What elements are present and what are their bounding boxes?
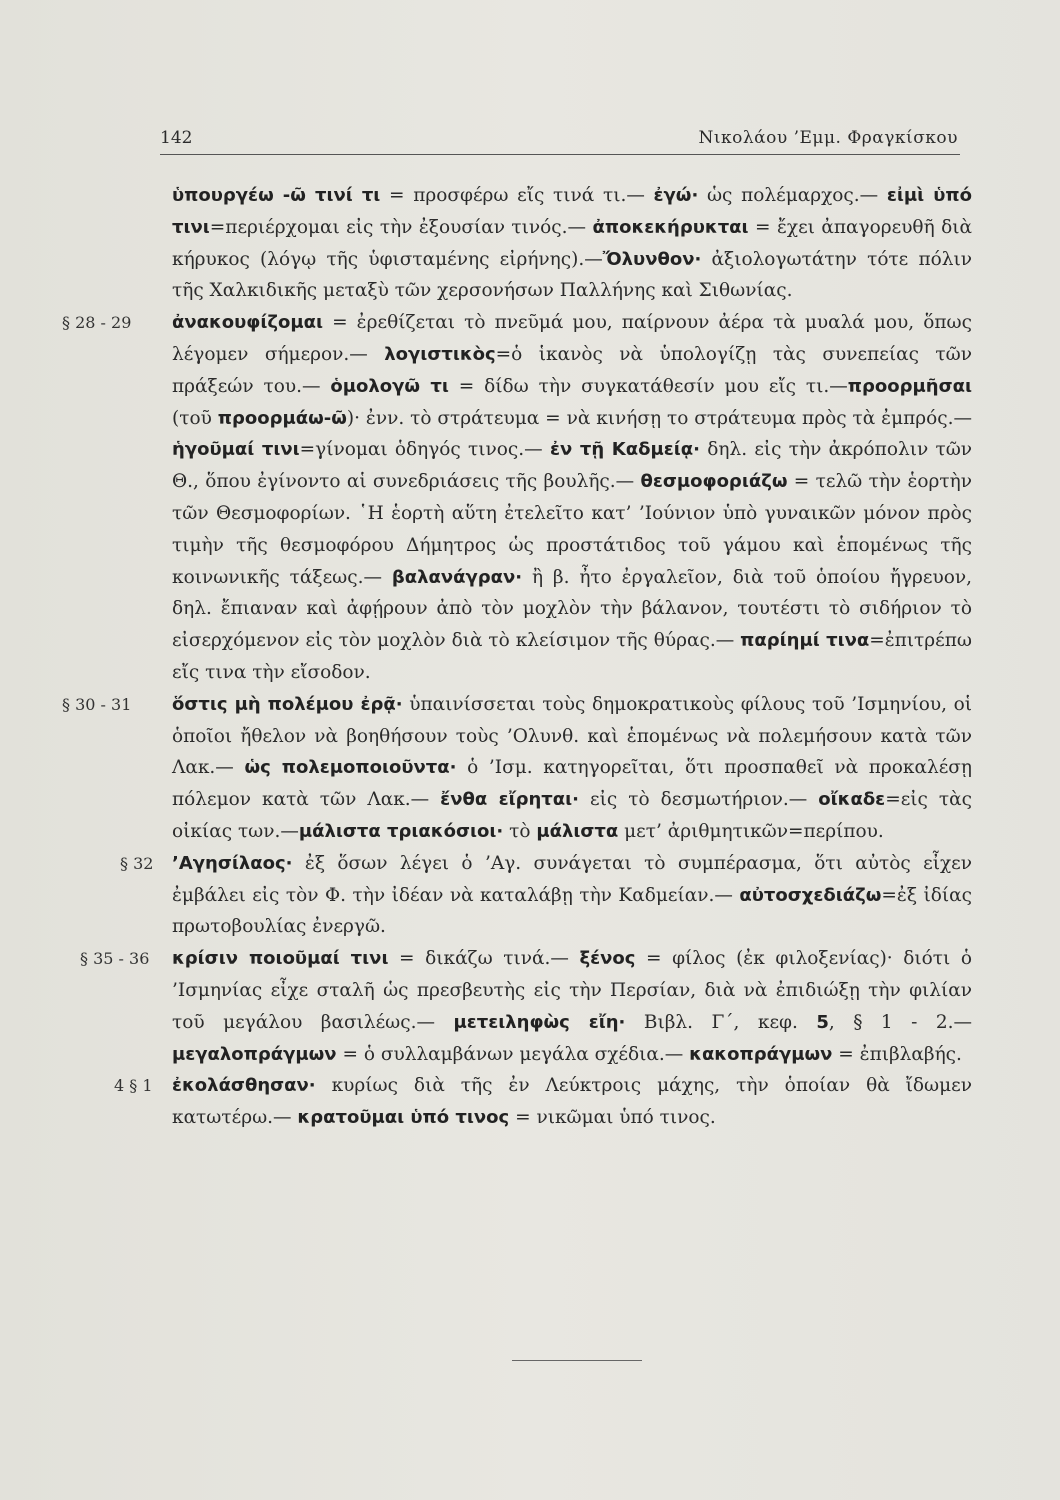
lemma-term: παρίημί τινα — [740, 630, 870, 652]
gloss-text: ἢ β. ἦτο ἐργαλεῖον, διὰ τοῦ ὁποίου ἤγρευον, δηλ. ἔπιαναν καὶ ἀφῄρουν ἀπὸ τὸν μοχλὸν τὴν βάλανον, τουτέστι τὸ σιδήριον τὸ εἰσερχόμενον εἰς τὸν μοχλὸν διὰ τὸ κλείσιμον τῆς θύρας.— — [172, 566, 973, 652]
lemma-term: μάλιστα — [536, 820, 619, 842]
gloss-text: = νικῶμαι ὑπό τινος. — [509, 1107, 716, 1129]
lemma-term: 5 — [816, 1011, 829, 1033]
commentary-paragraph-30-31 — [62, 689, 972, 848]
lemma-term: ἀνακουφίζομαι — [172, 312, 324, 334]
gloss-text: ἐξ ὅσων λέγει ὁ ’Αγ. συνάγεται τὸ συμπέρασμα, ὅτι αὐτὸς εἶχεν ἐμβάλει εἰς τὸν Φ. τὴν ἰδέαν νὰ καταλάβῃ τὴν Καδμείαν.— — [172, 852, 972, 906]
gloss-text: (τοῦ — [172, 407, 218, 429]
commentary-paragraph-35-36 — [80, 943, 972, 1070]
commentary-paragraph-28-29 — [62, 307, 973, 689]
lemma-term: προορμάω-ῶ — [217, 407, 347, 429]
lemma-term: μεγαλοπράγμων — [172, 1043, 337, 1065]
footer-rule — [512, 1360, 642, 1361]
lemma-term: ἔνθα εἴρηται· — [440, 789, 580, 811]
gloss-text: =γίνομαι ὁδηγός τινος.— — [299, 439, 550, 461]
gloss-text: =ἐπιτρέπω εἴς τινα τὴν εἴσοδον. — [172, 630, 972, 683]
gloss-text: ἀξιολογωτάτην τότε πόλιν τῆς Χαλκιδικῆς μεταξὺ τῶν χερσονήσων Παλλήνης καὶ Σιθωνίας. — [172, 248, 972, 302]
lemma-term: ἀποκεκήρυκται — [592, 216, 749, 238]
lemma-term: κρατοῦμαι ὑπό τινος — [297, 1107, 510, 1129]
section-marker: 4 § 1 — [114, 1076, 153, 1096]
gloss-text: = δικάζω τινά.— — [388, 948, 580, 970]
gloss-text: = τελῶ τὴν ἑορτὴν τῶν Θεσμοφορίων. ῾Η ἑορτὴ αὕτη ἐτελεῖτο κατ’ ’Ιούνιον ὑπὸ γυναικῶν μόνον πρὸς τιμὴν τῆς θεσμοφόρου Δήμητρος ὡς προστάτιδος τοῦ γάμου καὶ ἑπομένως τῆς κοινωνικῆς τάξεως.— — [172, 471, 972, 588]
running-title: Νικολάου ’Εμμ. Φραγκίσκου — [698, 128, 958, 148]
lemma-term: ἐγώ· — [653, 185, 699, 206]
lemma-term: Ὄλυνθον· — [602, 248, 702, 270]
section-marker: § 35 - 36 — [80, 949, 150, 969]
commentary-paragraph-4-1 — [114, 1070, 972, 1134]
lemma-term: λογιστικὸς — [384, 343, 496, 365]
lemma-term: μετειληφὼς εἴη· — [453, 1011, 626, 1033]
gloss-text: = φίλος (ἐκ φιλοξενίας)· διότι ὁ ’Ισμηνίας εἶχε σταλῆ ὡς πρεσβευτὴς εἰς τὴν Περσίαν, διὰ νὰ ἐπιδιώξῃ τὴν φιλίαν τοῦ μεγάλου βασιλέως.— — [172, 948, 972, 1033]
gloss-text: )· ἐνν. τὸ στράτευμα = νὰ κινήσῃ το στράτευμα πρὸς τὰ ἐμπρός.— — [346, 407, 973, 429]
lemma-term: ’Αγησίλαος· — [172, 852, 293, 874]
gloss-text: =περιέρχομαι εἰς τὴν ἐξουσίαν τινός.— — [209, 216, 593, 238]
lemma-term: ἐν τῇ Καδμείᾳ· — [549, 439, 700, 461]
section-marker: § 30 - 31 — [62, 694, 132, 714]
lemma-term: οἴκαδε — [818, 789, 886, 811]
lemma-term: κακοπράγμων — [689, 1043, 833, 1065]
gloss-text: Βιβλ. Γ΄, κεφ. — [625, 1011, 817, 1033]
gloss-text: εἰς τὸ δεσμωτήριον.— — [579, 789, 819, 811]
gloss-text: , § 1 - 2.— — [828, 1011, 972, 1033]
page-number: 142 — [160, 128, 193, 148]
section-marker: § 28 - 29 — [62, 313, 132, 333]
gloss-text: τὸ — [503, 820, 537, 842]
gloss-text: = ὁ συλλαμβάνων μεγάλα σχέδια.— — [336, 1043, 690, 1065]
gloss-text: =ὁ ἱκανὸς νὰ ὑπολογίζῃ τὰς συνεπείας τῶν πράξεών του.— — [172, 343, 972, 397]
gloss-text: =ἐξ ἰδίας πρωτοβουλίας ἐνεργῶ. — [172, 884, 973, 938]
gloss-text: = προσφέρω εἴς τινά τι.— — [380, 185, 654, 206]
commentary-body — [0, 180, 1060, 1134]
lemma-term: ἐκολάσθησαν· — [172, 1075, 316, 1097]
gloss-text: κυρίως διὰ τῆς ἐν Λεύκτροις μάχης, τὴν ὁποίαν θὰ ἴδωμεν κατωτέρω.— — [172, 1075, 972, 1129]
gloss-text: ὡς πολέμαρχος.— — [698, 185, 887, 206]
lemma-term: ὅστις μὴ πολέμου ἐρᾷ· — [172, 693, 403, 715]
lemma-term: αὐτοσχεδιάζω — [739, 884, 882, 906]
lemma-term: ξένος — [579, 948, 636, 970]
lemma-term: εἰμὶ ὑπό τινι — [172, 185, 972, 238]
lemma-term: ὡς πολεμοποιοῦντα· — [244, 757, 457, 779]
commentary-paragraph-32 — [120, 848, 973, 943]
lemma-term: ὁμολογῶ τι — [330, 375, 449, 397]
gloss-text: δηλ. εἰς τὴν ἀκρόπολιν τῶν Θ., ὅπου ἐγίνοντο αἱ συνεδριάσεις τῆς βουλῆς.— — [172, 439, 973, 493]
lemma-term: βαλανάγραν· — [391, 566, 523, 588]
gloss-text: = δίδω τὴν συγκατάθεσίν μου εἴς τι.— — [448, 375, 848, 397]
lemma-term: θεσμοφοριάζω — [640, 471, 788, 493]
gloss-text: = ἐρεθίζεται τὸ πνεῦμά μου, παίρνουν ἀέρα τὰ μυαλά μου, ὅπως λέγομεν σήμερον.— — [172, 312, 972, 365]
lemma-term: ἡγοῦμαί τινι — [172, 439, 300, 461]
lemma-term: μάλιστα τριακόσιοι· — [298, 820, 504, 842]
gloss-text: ὁ ’Ισμ. κατηγορεῖται, ὅτι προσπαθεῖ νὰ προκαλέσῃ πόλεμον κατὰ τῶν Λακ.— — [172, 757, 972, 811]
page-header — [160, 124, 960, 155]
section-marker: § 32 — [120, 853, 154, 873]
gloss-text: μετ’ ἀριθμητικῶν=περίπου. — [618, 820, 884, 842]
gloss-text: =εἰς τὰς οἰκίας των.— — [172, 789, 972, 842]
lemma-term: προορμῆσαι — [847, 375, 972, 397]
gloss-text: = ἔχει ἀπαγορευθῆ διὰ κήρυκος (λόγῳ τῆς ὑφισταμένης εἰρήνης).— — [172, 216, 972, 270]
gloss-text: = ἐπιβλαβής. — [832, 1043, 962, 1065]
gloss-text: ὑπαινίσσεται τοὺς δημοκρατικοὺς φίλους τοῦ ’Ισμηνίου, οἱ ὁποῖοι ἤθελον νὰ βοηθήσουν τοὺς ’Ολυνθ. καὶ ἑπομένως νὰ πολεμήσουν κατὰ τῶν Λακ.— — [172, 693, 972, 779]
lemma-term: ὑπουργέω -ῶ τινί τι — [172, 185, 381, 206]
commentary-paragraph-0 — [172, 180, 972, 307]
lemma-term: κρίσιν ποιοῦμαί τινι — [172, 948, 389, 970]
